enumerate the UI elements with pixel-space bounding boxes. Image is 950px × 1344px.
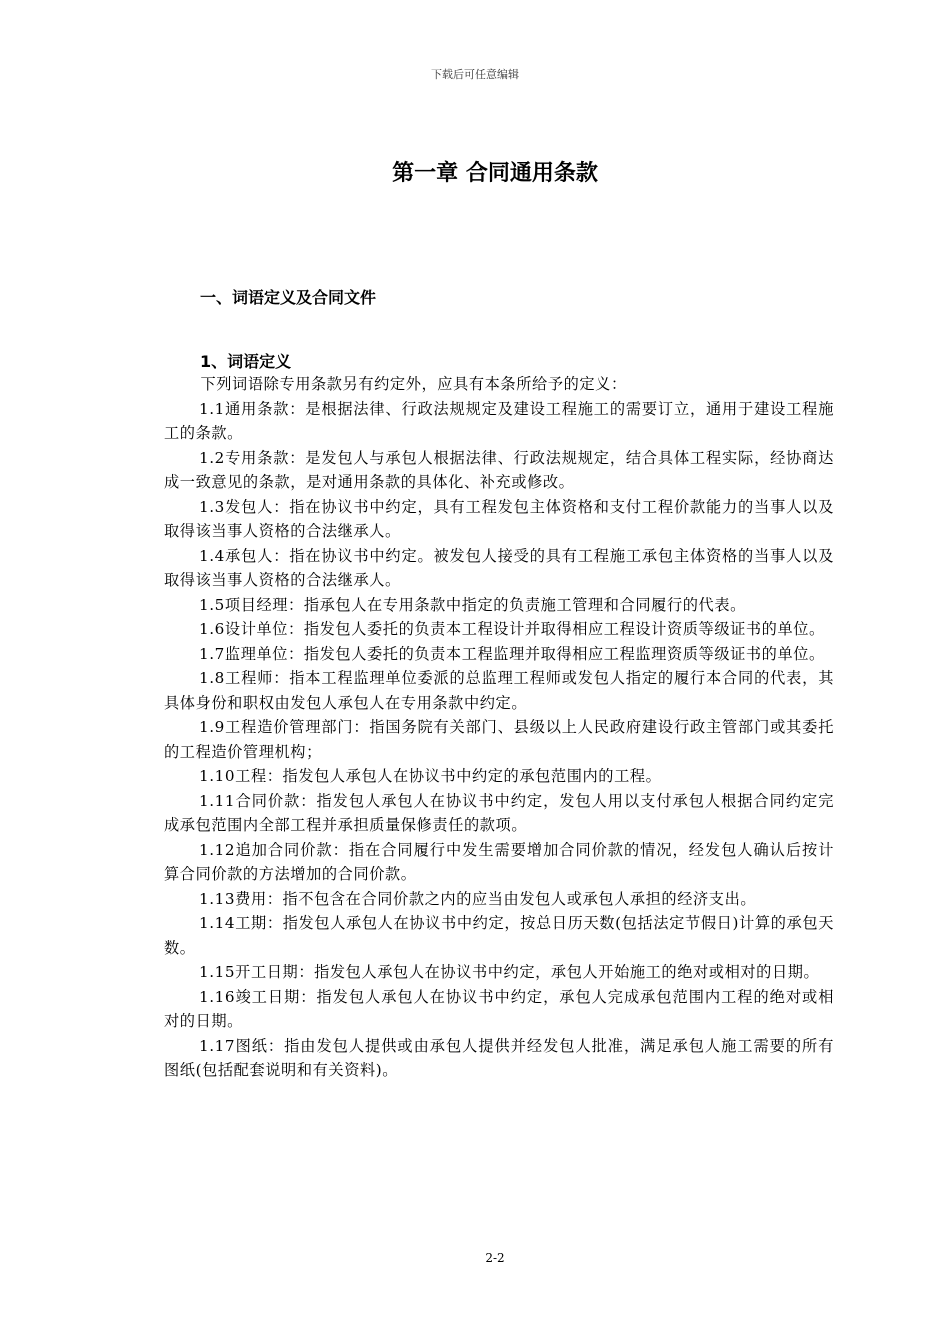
- paragraph-1-17: 1.17图纸：指由发包人提供或由承包人提供并经发包人批准，满足承包人施工需要的所有图纸(包括配套说明和有关资料)。: [164, 1036, 834, 1079]
- paragraph-1-2: 1.2专用条款：是发包人与承包人根据法律、行政法规规定，结合具体工程实际，经协商达成一致意见的条款，是对通用条款的具体化、补充或修改。: [164, 448, 834, 491]
- paragraph-1-14: 1.14工期：指发包人承包人在协议书中约定，按总日历天数(包括法定节假日)计算的承包天数。: [164, 914, 834, 957]
- paragraph-1-16: 1.16竣工日期：指发包人承包人在协议书中约定，承包人完成承包范围内工程的绝对或相对的日期。: [164, 987, 834, 1030]
- paragraph-1-6: 1.6设计单位：指发包人委托的负责本工程设计并取得相应工程设计资质等级证书的单位。: [198, 620, 825, 638]
- section-heading: 一、词语定义及合同文件: [200, 288, 377, 307]
- paragraph-1-11: 1.11合同价款：指发包人承包人在协议书中约定，发包人用以支付承包人根据合同约定完成承包范围内全部工程并承担质量保修责任的款项。: [164, 791, 834, 834]
- paragraph-1-13: 1.13费用：指不包含在合同价款之内的应当由发包人或承包人承担的经济支出。: [198, 889, 757, 908]
- body-text: [164, 372, 834, 1083]
- paragraph-1-15: 1.15开工日期：指发包人承包人在协议书中约定，承包人开始施工的绝对或相对的日期。: [198, 963, 820, 981]
- paragraph-1-1: 1.1通用条款：是根据法律、行政法规规定及建设工程施工的需要订立，通用于建设工程施工的条款。: [164, 399, 834, 442]
- paragraph-1-10: 1.10工程：指发包人承包人在协议书中约定的承包范围内的工程。: [198, 767, 662, 785]
- paragraph-1-12: 1.12追加合同价款：指在合同履行中发生需要增加合同价款的情况，经发包人确认后按计算合同价款的方法增加的合同价款。: [164, 840, 834, 883]
- paragraph-intro: 下列词语除专用条款另有约定外，应具有本条所给予的定义：: [200, 375, 627, 393]
- sub-heading: 1、词语定义: [200, 352, 292, 371]
- paragraph-1-8: 1.8工程师：指本工程监理单位委派的总监理工程师或发包人指定的履行本合同的代表，其具体身份和职权由发包人承包人在专用条款中约定。: [164, 669, 834, 712]
- header-note: 下载后可任意编辑: [431, 68, 519, 81]
- paragraph-1-7: 1.7监理单位：指发包人委托的负责本工程监理并取得相应工程监理资质等级证书的单位。: [198, 644, 825, 663]
- paragraph-1-4: 1.4承包人：指在协议书中约定。被发包人接受的具有工程施工承包主体资格的当事人以及取得该当事人资格的合法继承人。: [164, 546, 834, 589]
- paragraph-1-5: 1.5项目经理：指承包人在专用条款中指定的负责施工管理和合同履行的代表。: [198, 595, 746, 614]
- paragraph-1-3: 1.3发包人：指在协议书中约定，具有工程发包主体资格和支付工程价款能力的当事人以及取得该当事人资格的合法继承人。: [164, 497, 834, 540]
- page-number: 2-2: [485, 1251, 505, 1265]
- chapter-title: 第一章 合同通用条款: [392, 161, 598, 186]
- paragraph-1-9: 1.9工程造价管理部门：指国务院有关部门、县级以上人民政府建设行政主管部门或其委托的工程造价管理机构；: [164, 718, 834, 761]
